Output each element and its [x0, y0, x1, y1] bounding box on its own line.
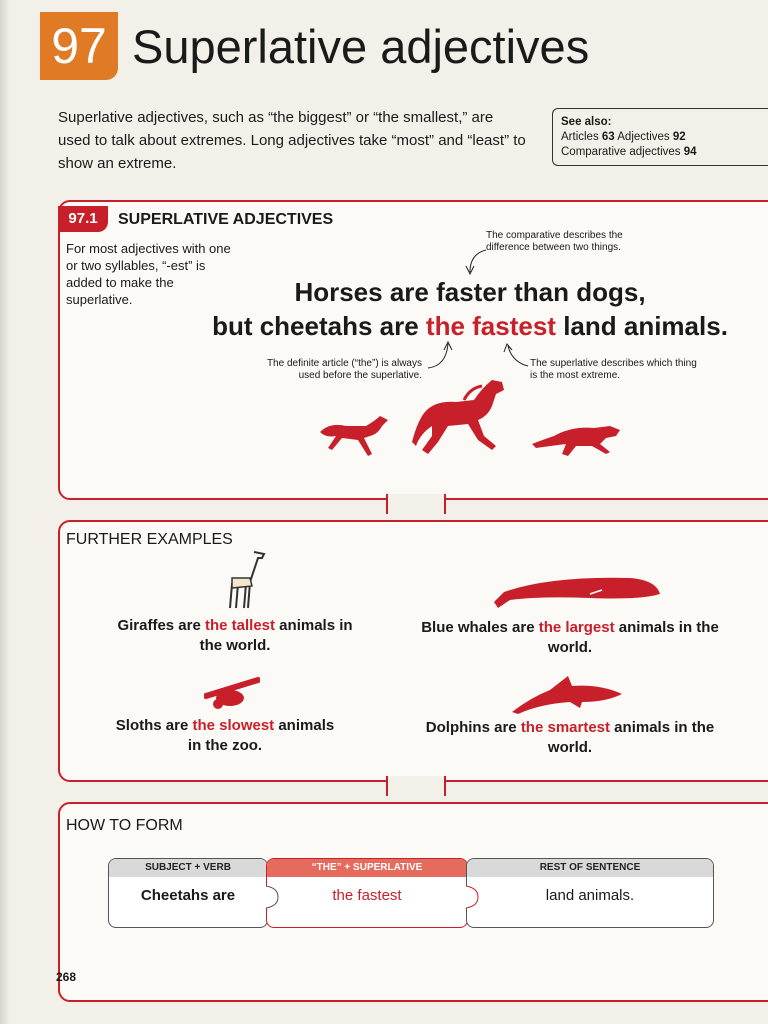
see-also-adjectives-num: 92 — [672, 131, 686, 143]
dog-icon — [316, 408, 392, 458]
sentence-superlative: the fastest — [425, 311, 556, 341]
example-part: Blue whales are — [421, 619, 539, 636]
formula-caption: SUBJECT + VERB — [109, 859, 267, 877]
horse-icon — [412, 376, 512, 458]
unit-number: 97 — [40, 12, 118, 80]
unit-title: Superlative adjectives — [132, 20, 590, 73]
example-dolphin — [420, 718, 720, 758]
cheetah-icon — [532, 418, 624, 458]
formula-piece-rest — [466, 858, 714, 928]
example-sentence-line2 — [200, 310, 740, 342]
example-part: animals in the world. — [547, 719, 715, 756]
giraffe-icon — [224, 548, 270, 612]
see-also-adjectives: Adjectives — [614, 131, 673, 143]
section-number: 97.1 — [58, 206, 108, 232]
page-number: 268 — [56, 970, 77, 984]
section-explanation: For most adjectives with one or two syllables, “-est” is added to make the superlative. — [66, 241, 231, 307]
sentence-part: land animals. — [555, 311, 728, 341]
example-part: Dolphins are — [425, 719, 521, 736]
example-giraffe — [110, 616, 360, 656]
formula-caption: “THE” + SUPERLATIVE — [267, 859, 467, 877]
sentence-part: but cheetahs are — [212, 311, 426, 341]
see-also-comparative: Comparative adjectives — [561, 146, 684, 158]
note-definite-article: The definite article (“the”) is always used before the superlative. — [266, 358, 422, 381]
example-superlative: the smartest — [520, 719, 611, 736]
how-to-form-title: HOW TO FORM — [66, 817, 183, 834]
formula-value: the fastest — [332, 887, 402, 904]
example-part: animals in the zoo. — [187, 717, 335, 754]
puzzle-tab-icon — [458, 884, 480, 910]
example-part: Giraffes are — [117, 617, 205, 634]
sloth-icon — [204, 674, 260, 712]
note-comparative: The comparative describes the difference between two things. — [486, 230, 623, 253]
puzzle-tab-icon — [258, 884, 280, 910]
see-also-articles: Articles — [561, 131, 602, 143]
example-part: animals in the world. — [547, 619, 719, 656]
formula-piece-superlative — [266, 858, 468, 928]
example-sloth — [110, 716, 340, 756]
note-superlative: The superlative describes which thing is the most extreme. — [530, 358, 697, 381]
formula-value: Cheetahs are — [140, 887, 236, 904]
see-also-articles-num: 63 — [601, 131, 615, 143]
see-also-comparative-num: 94 — [683, 146, 697, 158]
formula-caption: REST OF SENTENCE — [467, 859, 713, 877]
example-part: Sloths are — [115, 717, 193, 734]
example-sentence-line1: Horses are faster than dogs, — [294, 277, 646, 307]
formula-value: land animals. — [545, 887, 635, 904]
example-whale — [420, 618, 720, 658]
example-part: animals in the world. — [199, 617, 353, 654]
dolphin-icon — [510, 668, 626, 716]
further-examples-title: FURTHER EXAMPLES — [66, 531, 233, 548]
see-also-label: See also: — [561, 116, 612, 128]
formula-piece-subject-verb — [108, 858, 268, 928]
example-superlative: the tallest — [204, 617, 276, 634]
example-superlative: the largest — [538, 619, 615, 636]
section-title: SUPERLATIVE ADJECTIVES — [118, 211, 334, 228]
example-superlative: the slowest — [192, 717, 275, 734]
intro-text: Superlative adjectives, such as “the biggest” or “the smallest,” are used to talk about extremes. Long adjectives take “most” and “least” to show an extreme. — [58, 109, 526, 172]
blue-whale-icon — [490, 572, 662, 610]
